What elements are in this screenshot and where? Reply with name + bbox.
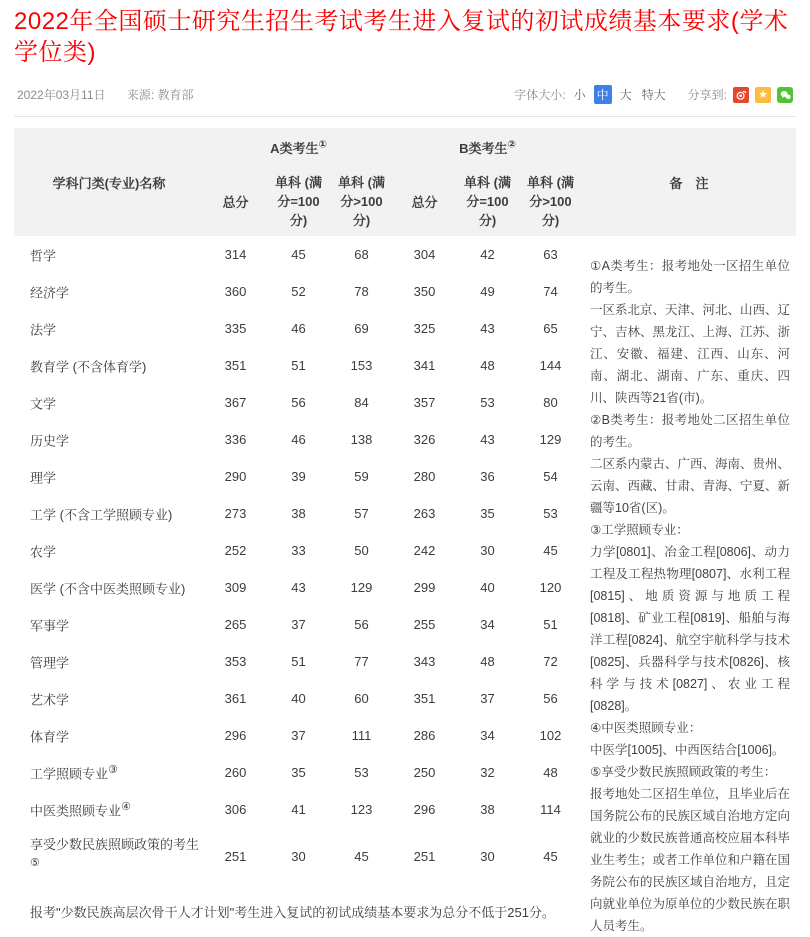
score-cell: 56: [291, 395, 306, 410]
score-cell: 350: [413, 284, 436, 299]
subject-name: 享受少数民族照顾政策的考生: [30, 837, 200, 853]
score-cell: 120: [539, 580, 562, 595]
score-cell: 360: [224, 284, 247, 299]
score-cell: 304: [413, 247, 436, 262]
score-cell: 51: [291, 358, 306, 373]
table-row: [14, 828, 582, 884]
score-cell: 37: [480, 691, 495, 706]
score-cell: 273: [224, 506, 247, 521]
score-cell: 42: [480, 247, 495, 262]
score-cell: 326: [413, 432, 436, 447]
subject-name: 理学: [30, 470, 57, 486]
group-b-footnote-mark: ②: [507, 139, 516, 151]
score-cell: 40: [480, 580, 495, 595]
score-cell: 250: [413, 765, 436, 780]
col-subject-header: 学科门类(专业)名称: [14, 128, 204, 236]
score-cell: 30: [291, 848, 306, 864]
weibo-eye-glyph: [735, 89, 747, 101]
score-cell: 30: [480, 848, 495, 864]
table-row: [14, 717, 582, 754]
table-row: [14, 347, 582, 384]
article-page: [0, 6, 810, 933]
score-cell: 38: [480, 802, 495, 817]
table-row: [14, 310, 582, 347]
score-cell: 63: [543, 247, 558, 262]
col-b-total-header: 总分: [393, 166, 456, 236]
subject-name: 艺术学: [30, 692, 70, 708]
score-cell: 53: [543, 506, 558, 521]
subject-name: 管理学: [30, 655, 70, 671]
subject-name: 教育学 (不含体育学): [30, 359, 147, 375]
score-cell: 255: [413, 617, 436, 632]
score-cell: 84: [354, 395, 369, 410]
score-cell: 51: [543, 617, 558, 632]
score-cell: 72: [543, 654, 558, 669]
font-size-small-button[interactable]: 小: [573, 88, 586, 102]
score-cell: 129: [539, 432, 562, 447]
score-cell: 361: [224, 691, 247, 706]
table-row: [14, 643, 582, 680]
group-a-footnote-mark: ①: [318, 139, 327, 151]
score-cell: 111: [351, 728, 372, 743]
score-cell: 57: [354, 506, 369, 521]
score-cell: 144: [539, 358, 562, 373]
weibo-share-icon[interactable]: [733, 87, 749, 103]
table-row: [14, 791, 582, 828]
score-cell: 48: [543, 765, 558, 780]
score-cell: 49: [480, 284, 495, 299]
score-cell: 260: [224, 765, 247, 780]
score-cell: 299: [413, 580, 436, 595]
score-cell: 341: [413, 358, 436, 373]
score-cell: 114: [540, 802, 561, 817]
subject-name: 工学照顾专业: [30, 766, 109, 782]
remark-paragraph: ④中医类照顾专业：: [590, 721, 702, 735]
table-row: [14, 458, 582, 495]
score-cell: 43: [291, 580, 306, 595]
score-cell: 60: [354, 691, 369, 706]
subject-name: 文学: [30, 396, 57, 412]
score-cell: 138: [350, 432, 373, 447]
score-cell: 38: [291, 506, 306, 521]
remark-paragraph: 一区系北京、天津、河北、山西、辽宁、吉林、黑龙江、上海、江苏、浙江、安徽、福建、江西、山东、河南、湖北、湖南、广东、重庆、四川、陕西等21省(市)。: [590, 303, 791, 405]
score-cell: 251: [224, 848, 247, 864]
score-cell: 74: [543, 284, 558, 299]
page-title: 2022年全国硕士研究生招生考试考生进入复试的初试成绩基本要求(学术学位类): [14, 8, 789, 66]
share-label: 分享到:: [687, 88, 727, 102]
score-cell: 280: [413, 469, 436, 484]
score-cell: 309: [224, 580, 247, 595]
score-cell: 46: [291, 432, 306, 447]
table-row: [14, 606, 582, 643]
remark-paragraph: ③工学照顾专业：: [590, 523, 689, 537]
subject-name: 农学: [30, 544, 57, 560]
score-cell: 50: [354, 543, 369, 558]
score-cell: 290: [224, 469, 247, 484]
score-cell: 43: [480, 321, 495, 336]
score-cell: 353: [224, 654, 247, 669]
score-cell: 296: [413, 802, 436, 817]
subject-name: 哲学: [30, 248, 57, 264]
score-table-area: [14, 128, 796, 933]
table-row: [14, 680, 582, 717]
remark-paragraph: ⑤享受少数民族照顾政策的考生：: [590, 765, 777, 779]
subject-name: 医学 (不含中医类照顾专业): [30, 581, 186, 597]
score-cell: 351: [413, 691, 436, 706]
table-header: [14, 128, 582, 236]
score-table: [14, 128, 582, 884]
score-cell: 36: [480, 469, 495, 484]
score-cell: 37: [291, 728, 306, 743]
subject-name: 历史学: [30, 433, 70, 449]
score-cell: 102: [539, 728, 562, 743]
score-cell: 296: [224, 728, 247, 743]
remark-paragraph: 中医学[1005]、中西医结合[1006]。: [590, 743, 785, 757]
score-cell: 252: [224, 543, 247, 558]
score-cell: 32: [480, 765, 495, 780]
score-cell: 34: [480, 617, 495, 632]
score-cell: 35: [480, 506, 495, 521]
subject-name: 中医类照顾专业: [30, 803, 122, 819]
score-cell: 59: [354, 469, 369, 484]
score-cell: 45: [543, 543, 558, 558]
score-cell: 69: [354, 321, 369, 336]
score-cell: 77: [354, 654, 369, 669]
subject-name: 经济学: [30, 285, 70, 301]
score-cell: 48: [480, 654, 495, 669]
score-cell: 80: [543, 395, 558, 410]
table-row: [14, 532, 582, 569]
wechat-bubbles-glyph: [779, 89, 792, 101]
score-cell: 68: [354, 247, 369, 262]
score-cell: 52: [291, 284, 306, 299]
score-cell: 30: [480, 543, 495, 558]
col-b-single100-header: 单科 (满分=100分): [456, 166, 519, 236]
col-a-singleover100-header: 单科 (满分>100分): [330, 166, 393, 236]
score-cell: 306: [224, 802, 247, 817]
score-cell: 129: [350, 580, 373, 595]
score-cell: 40: [291, 691, 306, 706]
col-a-single100-header: 单科 (满分=100分): [267, 166, 330, 236]
score-cell: 39: [291, 469, 306, 484]
font-size-xlarge-button[interactable]: 特大: [641, 88, 666, 102]
score-cell: 65: [543, 321, 558, 336]
remark-paragraph: 报考地处二区招生单位，且毕业后在国务院公布的民族区域自治地方定向就业的少数民族普通高校应届本科毕业生考生；或者工作单位和户籍在国务院公布的民族区域自治地方，且定向就业单位为原单位的少数民族在职人员考生。: [590, 787, 791, 933]
subject-name: 体育学: [30, 729, 70, 745]
score-cell: 56: [543, 691, 558, 706]
score-cell: 33: [291, 543, 306, 558]
remark-text: [582, 236, 796, 937]
score-cell: 357: [413, 395, 436, 410]
score-cell: 335: [224, 321, 247, 336]
score-cell: 367: [224, 395, 247, 410]
score-cell: 35: [291, 765, 306, 780]
score-cell: 45: [354, 848, 369, 864]
table-row: [14, 495, 582, 532]
meta-bar: [14, 85, 796, 117]
score-cell: 263: [413, 506, 436, 521]
score-cell: 45: [291, 247, 306, 262]
score-cell: 78: [354, 284, 369, 299]
score-cell: 45: [543, 848, 558, 864]
score-cell: 336: [224, 432, 247, 447]
subject-name: 工学 (不含工学照顾专业): [30, 507, 173, 523]
group-a-header: A类考生①: [204, 128, 393, 166]
table-row: [14, 569, 582, 606]
remark-paragraph: ②B类考生：报考地处二区招生单位的考生。: [590, 413, 790, 449]
score-cell: 153: [350, 358, 373, 373]
score-cell: 56: [354, 617, 369, 632]
score-cell: 251: [413, 848, 436, 864]
publish-date: 2022年03月11日: [17, 88, 106, 102]
subject-footnote-mark: ④: [121, 801, 131, 814]
subject-name: 法学: [30, 322, 57, 338]
meta-right: [514, 85, 793, 104]
font-size-medium-button[interactable]: 中: [594, 85, 612, 104]
font-size-large-button[interactable]: 大: [619, 88, 632, 102]
remark-paragraph: ①A类考生：报考地处一区招生单位的考生。: [590, 259, 790, 295]
source-label: 来源: 教育部: [126, 88, 194, 102]
wechat-share-icon[interactable]: [777, 87, 793, 103]
score-cell: 123: [350, 802, 373, 817]
score-cell: 242: [413, 543, 436, 558]
font-size-label: 字体大小:: [514, 88, 566, 102]
table-row: [14, 754, 582, 791]
score-cell: 53: [480, 395, 495, 410]
score-cell: 265: [224, 617, 247, 632]
score-cell: 37: [291, 617, 306, 632]
score-cell: 314: [224, 247, 247, 262]
meta-left: [17, 86, 212, 103]
subject-name: 军事学: [30, 618, 70, 634]
remark-paragraph: 力学[0801]、冶金工程[0806]、动力工程及工程热物理[0807]、水利工程[0815]、地质资源与地质工程[0818]、矿业工程[0819]、船舶与海洋工程[0824]、航空宇航科学与技术[0825]、兵器科学与技术[0826]、核科学与技术[0827]、农业工程[0828]。: [590, 545, 790, 713]
score-cell: 41: [291, 802, 306, 817]
table-row: [14, 384, 582, 421]
score-cell: 54: [543, 469, 558, 484]
subject-footnote-mark: ⑤: [30, 857, 40, 870]
table-row: [14, 421, 582, 458]
table-row: [14, 236, 582, 273]
qzone-share-icon[interactable]: ★: [755, 87, 771, 103]
score-cell: 286: [413, 728, 436, 743]
score-cell: 46: [291, 321, 306, 336]
col-b-singleover100-header: 单科 (满分>100分): [519, 166, 582, 236]
score-cell: 325: [413, 321, 436, 336]
col-a-total-header: 总分: [204, 166, 267, 236]
remark-column: [582, 128, 796, 933]
table-row: [14, 273, 582, 310]
score-cell: 43: [480, 432, 495, 447]
score-cell: 343: [413, 654, 436, 669]
table-body: [14, 236, 582, 884]
footnote-text: 报考"少数民族高层次骨干人才计划"考生进入复试的初试成绩基本要求为总分不低于251分。: [30, 905, 555, 920]
score-cell: 53: [354, 765, 369, 780]
score-cell: 34: [480, 728, 495, 743]
remark-header: 备 注: [582, 128, 796, 236]
score-cell: 48: [480, 358, 495, 373]
score-cell: 351: [224, 358, 247, 373]
score-cell: 51: [291, 654, 306, 669]
group-b-header: B类考生②: [393, 128, 582, 166]
subject-footnote-mark: ③: [108, 764, 118, 777]
remark-paragraph: 二区系内蒙古、广西、海南、贵州、云南、西藏、甘肃、青海、宁夏、新疆等10省(区)。: [590, 457, 791, 515]
